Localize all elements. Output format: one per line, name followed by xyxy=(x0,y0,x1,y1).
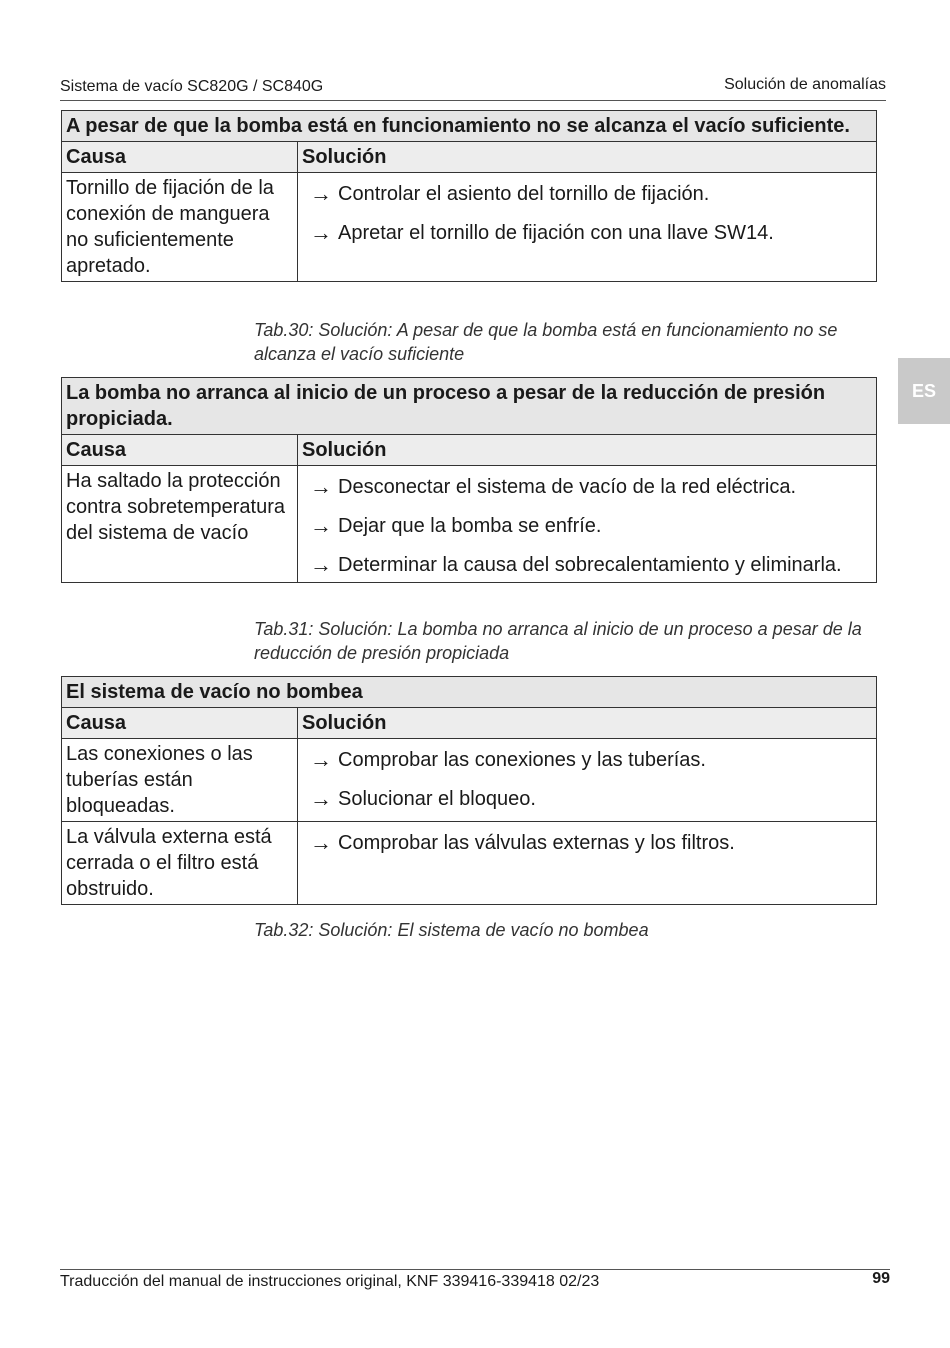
solution-step xyxy=(302,747,872,773)
solution-step-text: Determinar la causa del sobrecalentamiento y eliminarla. xyxy=(338,554,842,576)
solution-step xyxy=(302,786,872,812)
cause-cell: Tornillo de fijación de la conexión de manguera no suficientemente apretado. xyxy=(62,173,298,282)
arrow-right-icon: → xyxy=(310,181,332,206)
solution-step-text: Desconectar el sistema de vacío de la red eléctrica. xyxy=(338,476,796,498)
column-header-cause: Causa xyxy=(62,708,298,739)
solution-step xyxy=(302,552,872,578)
solution-step-text: Solucionar el bloqueo. xyxy=(338,788,536,810)
arrow-right-icon: → xyxy=(310,552,332,577)
solution-step xyxy=(302,513,872,539)
arrow-right-icon: → xyxy=(310,786,332,811)
page-number: 99 xyxy=(872,1270,890,1287)
column-header-cause: Causa xyxy=(62,435,298,466)
solution-cell xyxy=(298,466,877,583)
solution-cell xyxy=(298,822,877,905)
header-document-title: Sistema de vacío SC820G / SC840G xyxy=(60,78,324,95)
arrow-right-icon: → xyxy=(310,747,332,772)
table-caption: Tab.30: Solución: A pesar de que la bomba está en funcionamiento no se alcanza el vacío suficiente xyxy=(254,320,838,364)
solution-cell xyxy=(298,173,877,282)
page-footer xyxy=(60,1269,890,1300)
language-tab: ES xyxy=(898,358,950,424)
solution-step-text: Controlar el asiento del tornillo de fijación. xyxy=(338,183,710,205)
solution-step xyxy=(302,474,872,500)
table-caption: Tab.31: Solución: La bomba no arranca al inicio de un proceso a pesar de la reducción de presión propiciada xyxy=(254,619,862,663)
table-title: A pesar de que la bomba está en funcionamiento no se alcanza el vacío suficiente. xyxy=(62,111,877,142)
arrow-right-icon: → xyxy=(310,220,332,245)
column-header-cause: Causa xyxy=(62,142,298,173)
table-row xyxy=(62,822,877,905)
troubleshooting-table-30 xyxy=(61,110,877,282)
table-title: La bomba no arranca al inicio de un proceso a pesar de la reducción de presión propiciada. xyxy=(62,378,877,435)
solution-step-text: Dejar que la bomba se enfríe. xyxy=(338,515,602,537)
footer-document-reference: Traducción del manual de instrucciones original, KNF 339416-339418 02/23 xyxy=(60,1273,600,1290)
arrow-right-icon: → xyxy=(310,513,332,538)
column-header-solution: Solución xyxy=(298,708,877,739)
cause-cell: Ha saltado la protección contra sobretemperatura del sistema de vacío xyxy=(62,466,298,583)
header-section-title: Solución de anomalías xyxy=(724,76,886,93)
table-title: El sistema de vacío no bombea xyxy=(62,677,877,708)
solution-step-text: Comprobar las conexiones y las tuberías. xyxy=(338,749,706,771)
solution-step xyxy=(302,220,872,246)
page-header xyxy=(60,76,886,101)
table-row xyxy=(62,739,877,822)
solution-cell xyxy=(298,739,877,822)
cause-cell: Las conexiones o las tuberías están bloqueadas. xyxy=(62,739,298,822)
column-header-solution: Solución xyxy=(298,142,877,173)
troubleshooting-table-32 xyxy=(61,676,877,905)
solution-step-text: Comprobar las válvulas externas y los filtros. xyxy=(338,832,735,854)
solution-step xyxy=(302,830,872,856)
troubleshooting-table-31 xyxy=(61,377,877,583)
arrow-right-icon: → xyxy=(310,474,332,499)
table-caption: Tab.32: Solución: El sistema de vacío no bombea xyxy=(254,920,649,940)
table-row xyxy=(62,466,877,583)
table-row xyxy=(62,173,877,282)
arrow-right-icon: → xyxy=(310,830,332,855)
solution-step-text: Apretar el tornillo de fijación con una llave SW14. xyxy=(338,222,774,244)
column-header-solution: Solución xyxy=(298,435,877,466)
cause-cell: La válvula externa está cerrada o el filtro está obstruido. xyxy=(62,822,298,905)
solution-step xyxy=(302,181,872,207)
